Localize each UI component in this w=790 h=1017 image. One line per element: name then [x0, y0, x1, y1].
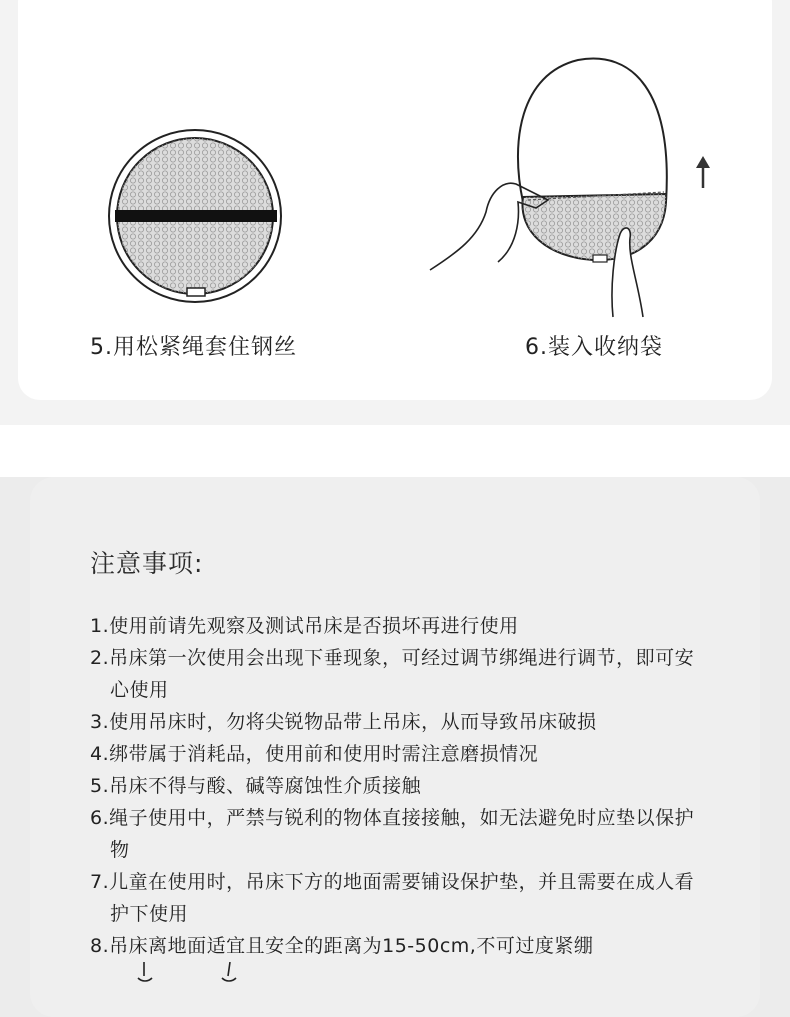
note-item-3: 3.使用吊床时，勿将尖锐物品带上吊床，从而导致吊床破损 [90, 711, 597, 733]
storage-bag-icon [428, 52, 728, 322]
note-item-5: 5.吊床不得与酸、碱等腐蚀性介质接触 [90, 775, 422, 797]
note-item-6: 6.绳子使用中，严禁与锐利的物体直接接触，如无法避免时应垫以保护物 [90, 807, 695, 861]
note-item-1: 1.使用前请先观察及测试吊床是否损坏再进行使用 [90, 615, 519, 637]
notes-list [90, 610, 710, 962]
hammock-preview-icon [130, 962, 250, 984]
step-6-caption: 6.装入收纳袋 [525, 335, 663, 360]
note-item-2: 2.吊床第一次使用会出现下垂现象，可经过调节绑绳进行调节，即可安心使用 [90, 647, 695, 701]
note-item-8: 8.吊床离地面适宜且安全的距离为15-50cm,不可过度紧绷 [90, 935, 594, 957]
hammock-ring-icon [105, 128, 290, 308]
note-item-7: 7.儿童在使用时，吊床下方的地面需要铺设保护垫，并且需要在成人看护下使用 [90, 871, 695, 925]
notes-title: 注意事项: [90, 549, 204, 578]
step-5-caption: 5.用松紧绳套住钢丝 [90, 335, 297, 360]
section-divider [0, 425, 790, 477]
note-item-4: 4.绑带属于消耗品，使用前和使用时需注意磨损情况 [90, 743, 539, 765]
